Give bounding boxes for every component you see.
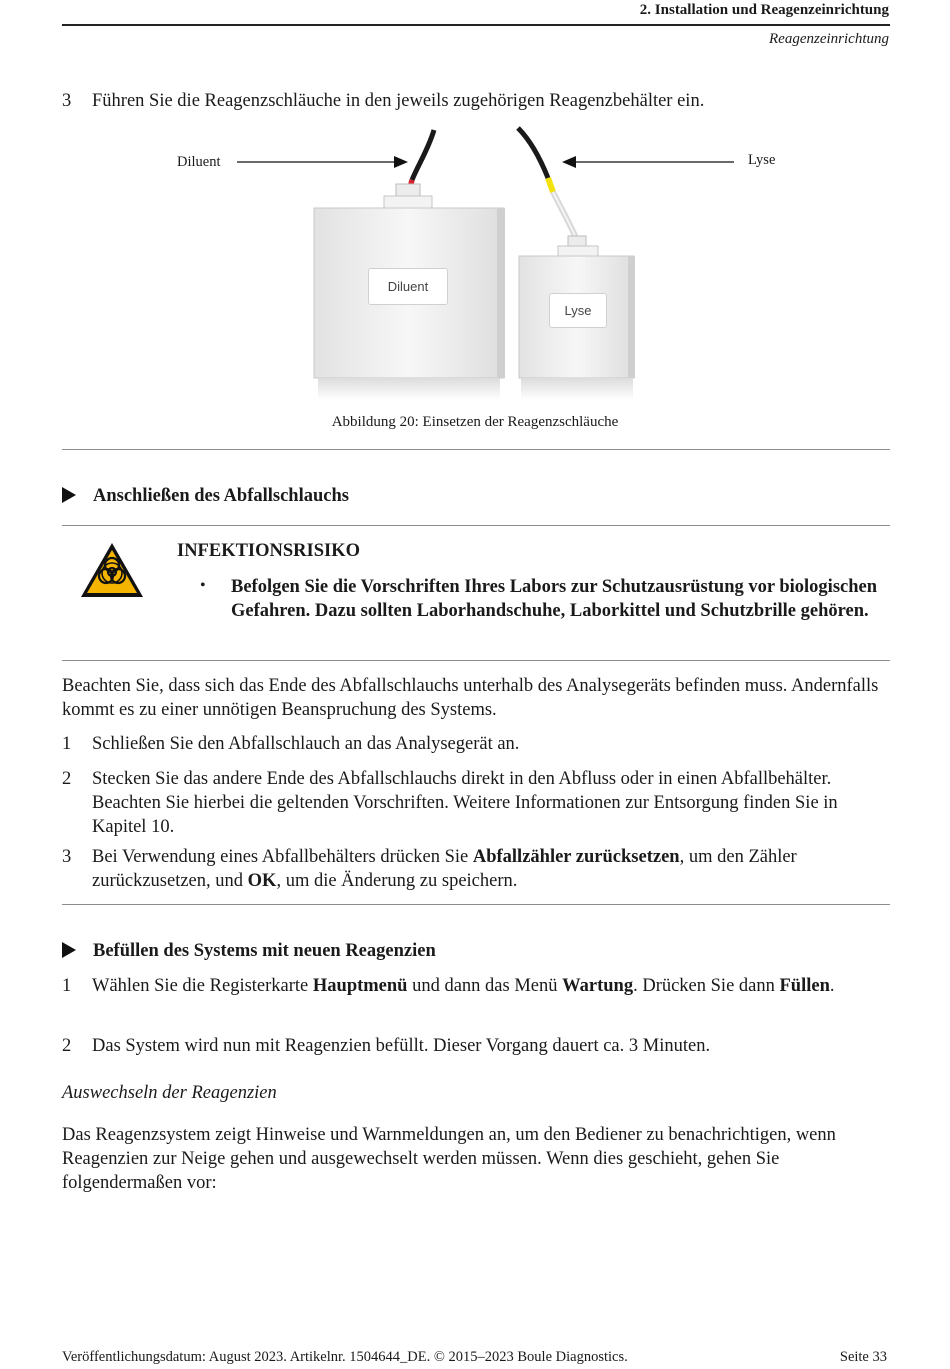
diluent-label: Diluent (368, 268, 448, 305)
ui-term-reset-counter: Abfallzähler zurücksetzen (472, 847, 680, 867)
divider (62, 904, 890, 905)
ui-term-fill: Füllen (779, 976, 830, 996)
arrow-diluent-head (394, 156, 408, 168)
subheading: Auswechseln der Reagenzien (62, 1083, 277, 1103)
divider (62, 449, 890, 450)
arrow-lyse-head (562, 156, 576, 168)
bullet: • (200, 577, 206, 594)
step-text: Führen Sie die Reagenzschläuche in den jeweils zugehörigen Reagenzbehälter ein. (92, 91, 705, 111)
step-text (92, 974, 882, 998)
step-text (92, 845, 882, 893)
text-run: . (829, 976, 835, 996)
step-number: 1 (62, 976, 72, 996)
step-number: 2 (62, 1036, 72, 1056)
reagent-figure (0, 120, 950, 410)
step-number: 3 (62, 91, 72, 111)
step-number: 1 (62, 734, 72, 754)
section-header: Reagenzeinrichtung (769, 31, 889, 47)
section-title: Anschließen des Abfallschlauchs (93, 486, 349, 506)
text-run: und dann das Menü (407, 976, 563, 996)
page-number: Seite 33 (839, 1349, 887, 1365)
text-run: . Drücken Sie dann (633, 976, 780, 996)
waste-intro-paragraph: Beachten Sie, dass sich das Ende des Abfallschlauchs unterhalb des Analysegeräts befinden muss. Andernfalls kommt es zu einer unnötigen Beanspruchung des Systems. (62, 676, 879, 720)
lyse-tube-marker (548, 178, 553, 192)
divider (62, 525, 890, 526)
header-rule (62, 24, 890, 26)
text-run: Wählen Sie die Registerkarte (92, 976, 313, 996)
text-run: , um die Änderung zu speichern. (276, 871, 518, 891)
step-text: Schließen Sie den Abfallschlauch an das Analysegerät an. (92, 734, 520, 754)
figure-label-diluent: Diluent (177, 154, 221, 170)
warning-title: INFEKTIONSRISIKO (177, 541, 360, 561)
ui-term-main-menu: Hauptmenü (312, 976, 408, 996)
play-triangle-icon (62, 942, 76, 958)
section-heading-fill (62, 941, 436, 962)
figure-label-lyse: Lyse (748, 152, 776, 168)
ui-term-maintenance: Wartung (562, 976, 634, 996)
text-run: Bei Verwendung eines Abfallbehälters drücken Sie (92, 847, 473, 867)
section-title: Befüllen des Systems mit neuen Reagenzien (93, 941, 436, 961)
step-text: Das System wird nun mit Reagenzien befüllt. Dieser Vorgang dauert ca. 3 Minuten. (92, 1036, 711, 1056)
biohazard-icon (78, 540, 146, 600)
footer-publication-info: Veröffentlichungsdatum: August 2023. Artikelnr. 1504644_DE. © 2015–2023 Boule Diagnostics. (62, 1349, 628, 1365)
lyse-label: Lyse (549, 293, 607, 328)
step-number: 2 (62, 769, 72, 789)
closing-paragraph: Das Reagenzsystem zeigt Hinweise und Warnmeldungen an, um den Bediener zu benachrichtigen, wenn Reagenzien zur Neige gehen und ausgewechselt werden müssen. Wenn dies geschieht, gehen Sie folgendermaßen vor: (62, 1125, 836, 1193)
play-triangle-icon (62, 487, 76, 503)
chapter-header: 2. Installation und Reagenzeinrichtung (639, 2, 889, 18)
step-number: 3 (62, 847, 72, 867)
section-heading-waste (62, 486, 349, 507)
figure-caption: Abbildung 20: Einsetzen der Reagenzschläuche (331, 414, 619, 430)
step-text: Stecken Sie das andere Ende des Abfallschlauchs direkt in den Abfluss oder in einen Abfallbehälter. Beachten Sie hierbei die geltenden Vorschriften. Weitere Informationen zur Entsorgung finden Sie in Kapitel 10. (92, 769, 838, 837)
text-run: , um den Zähler zurückzusetzen, und (92, 847, 797, 891)
ui-term-ok: OK (247, 871, 277, 891)
warning-text: Befolgen Sie die Vorschriften Ihres Labors zur Schutzausrüstung vor biologischen Gefahren. Dazu sollten Laborhandschuhe, Laborkittel und Schutzbrille gehören. (231, 577, 878, 621)
divider (62, 660, 890, 661)
